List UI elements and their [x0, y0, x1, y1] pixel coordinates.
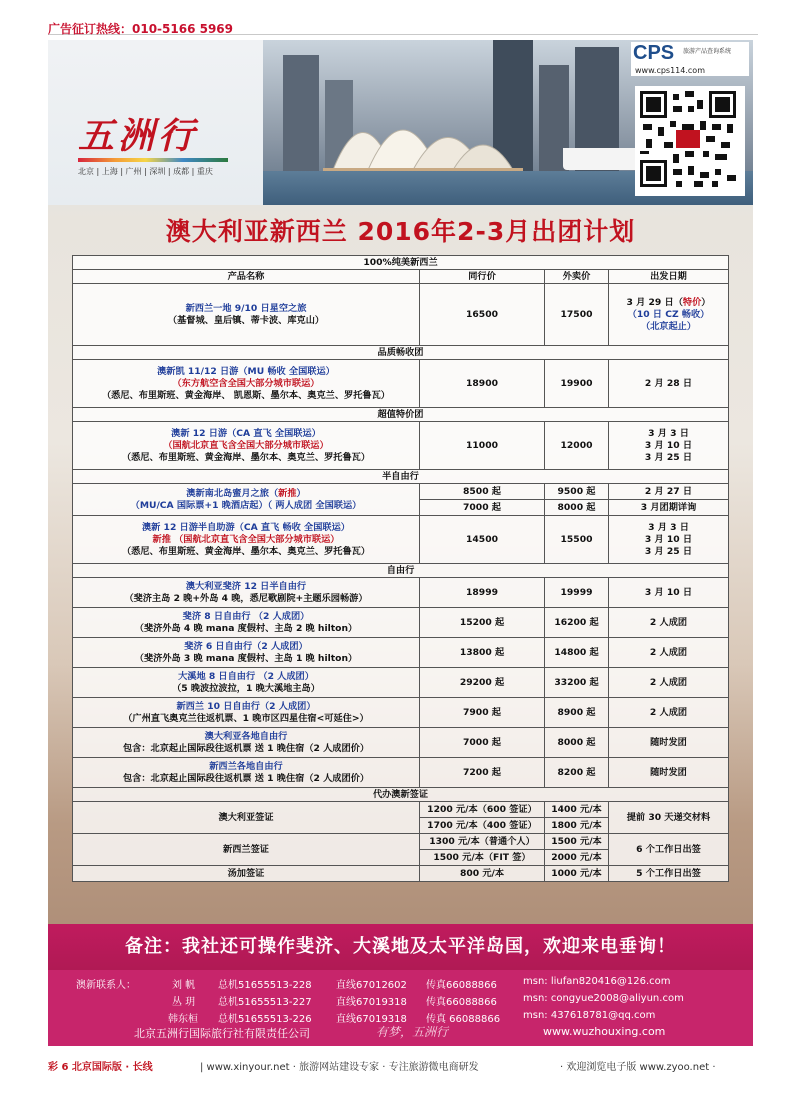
table-row: 大溪地 8 日自由行 （2 人成团） （5 晚波拉波拉，1 晚大溪地主岛） 29200 起 33200 起 2 人成团 [73, 668, 729, 698]
slogan: 有梦，五洲行 [376, 1025, 449, 1039]
col-product: 产品名称 [73, 270, 420, 284]
qr-code-icon[interactable] [635, 86, 745, 196]
section-header: 半自由行 [73, 470, 729, 484]
table-row: 斐济 8 日自由行 （2 人成团） （斐济外岛 4 晚 mana 度假村、主岛 2 晚 hilton） 15200 起 16200 起 2 人成团 [73, 608, 729, 638]
visa-row: 1700 元/本（400 签证） 1800 元/本 [73, 818, 729, 834]
section-header: 自由行 [73, 564, 729, 578]
contact-row: 澳新联系人： 刘 帆 总机51655513-228 直线67012602 传真66088866 msn: liufan820416@126.com [76, 976, 671, 991]
footer-link[interactable]: · 欢迎浏览电子版 www.zyoo.net · [560, 1062, 716, 1073]
col-retail-price: 外卖价 [545, 270, 609, 284]
contacts-panel [48, 970, 753, 1046]
col-departure-date: 出发日期 [609, 270, 729, 284]
col-peer-price: 同行价 [420, 270, 545, 284]
visa-row: 新西兰签证 1300 元/本（普通个人） 1500 元/本 6 个工作日出签 [73, 834, 729, 850]
ad-hotline: 广告征订热线：010-5166 5969 [48, 22, 234, 36]
table-row: 澳大利亚各地自由行 包含：北京起止国际段往返机票 送 1 晚住宿（2 人成团价） 7000 起 8000 起 随时发团 [73, 728, 729, 758]
column-headers [73, 270, 729, 284]
footer-ad[interactable]: | www.xinyour.net · 旅游网站建设专家 · 专注旅游微电商研发 [200, 1062, 479, 1073]
contact-msn[interactable]: msn: 437618781@qq.com [523, 1010, 656, 1021]
section-header: 超值特价团 [73, 408, 729, 422]
cps-subtitle: 旅游产品查询系统 [683, 48, 732, 55]
table-row: 新西兰 10 日自由行（2 人成团） （广州直飞奥克兰往返机票、1 晚市区四星住宿<可延住>） 7900 起 8900 起 2 人成团 [73, 698, 729, 728]
logo-color-bar [78, 158, 228, 162]
cps-url: www.cps114.com [635, 66, 705, 75]
page-number: 彩 6 北京国际版 · 长线 [48, 1062, 153, 1073]
cps-logo[interactable] [631, 42, 749, 76]
contact-row: 丛 玥 总机51655513-227 直线67019318 传真66088866 msn: congyue2008@aliyun.com [172, 993, 684, 1008]
remark: 备注：我社还可操作斐济、大溪地及太平洋岛国，欢迎来电垂询！ [125, 936, 676, 957]
company-name: 北京五洲行国际旅行社有限责任公司 [134, 1027, 310, 1040]
table-row: 新西兰一地 9/10 日星空之旅 （基督城、皇后镇、蒂卡波、库克山） 16500 17500 3 月 29 日（特价） （10 日 CZ 畅收） （北京起止） [73, 284, 729, 346]
contacts-label: 澳新联系人： [76, 980, 136, 991]
visa-row: 1500 元/本（FIT 签） 2000 元/本 [73, 850, 729, 866]
wuzhouxing-logo: 五洲行 [78, 115, 199, 157]
table-row: 澳新凯 11/12 日游（MU 畅收 全国联运） （东方航空含全国大部分城市联运） （悉尼、布里斯班、黄金海岸、 凯恩斯、墨尔本、奥克兰、罗托鲁瓦） 18900 19900 2 月 28 日 [73, 360, 729, 408]
visa-row: 汤加签证 800 元/本 1000 元/本 5 个工作日出签 [73, 866, 729, 882]
logo-cities: 北京 | 上海 | 广州 | 深圳 | 成都 | 重庆 [78, 167, 213, 176]
table-row: 澳新 12 日游半自助游（CA 直飞 畅收 全国联运） 新推 （国航北京直飞含全国大部分城市联运） （悉尼、布里斯班、黄金海岸、墨尔本、奥克兰、罗托鲁瓦） 14500 15500 3 月 3 日 3 月 10 日 3 月 25 日 [73, 516, 729, 564]
visa-row: 澳大利亚签证 1200 元/本（600 签证） 1400 元/本 提前 30 天递交材料 [73, 802, 729, 818]
page-title: 澳大利亚新西兰 2016年2-3月出团计划 [165, 217, 636, 246]
cps-name: CPS [633, 42, 675, 64]
contact-msn[interactable]: msn: congyue2008@aliyun.com [523, 993, 684, 1004]
table-row: 澳大利亚斐济 12 日半自由行 （斐济主岛 2 晚+外岛 4 晚，悉尼歌剧院+主题乐园畅游） 18999 19999 3 月 10 日 [73, 578, 729, 608]
table-row: 澳新南北岛蜜月之旅（新推） （MU/CA 国际票+1 晚酒店起）（ 两人成团 全国联运） 8500 起 9500 起 2 月 27 日 [73, 484, 729, 500]
opera-house-icon [323, 90, 523, 180]
header-banner [48, 40, 753, 205]
contact-row: 韩东桓 总机51655513-226 直线67019318 传真 66088866 msn: 437618781@qq.com [168, 1010, 656, 1025]
section-header: 代办澳新签证 [73, 788, 729, 802]
company-website-link[interactable]: www.wuzhouxing.com [543, 1025, 666, 1038]
table-row: 斐济 6 日自由行（2 人成团） （斐济外岛 3 晚 mana 度假村、主岛 1 晚 hilton） 13800 起 14800 起 2 人成团 [73, 638, 729, 668]
section-header: 100%纯美新西兰 [73, 256, 729, 270]
table-row: 澳新 12 日游（CA 直飞 全国联运） （国航北京直飞含全国大部分城市联运） （悉尼、布里斯班、黄金海岸、墨尔本、奥克兰、罗托鲁瓦） 11000 12000 3 月 3 日 3 月 10 日 3 月 25 日 [73, 422, 729, 470]
table-row: 7000 起 8000 起 3 月团期详询 [73, 500, 729, 516]
top-rule [48, 6, 758, 35]
tour-plan-table [72, 255, 729, 882]
section-header: 品质畅收团 [73, 346, 729, 360]
table-row: 新西兰各地自由行 包含：北京起止国际段往返机票 送 1 晚住宿（2 人成团价） 7200 起 8200 起 随时发团 [73, 758, 729, 788]
page-content [48, 40, 753, 1046]
contact-msn[interactable]: msn: liufan820416@126.com [523, 976, 671, 987]
